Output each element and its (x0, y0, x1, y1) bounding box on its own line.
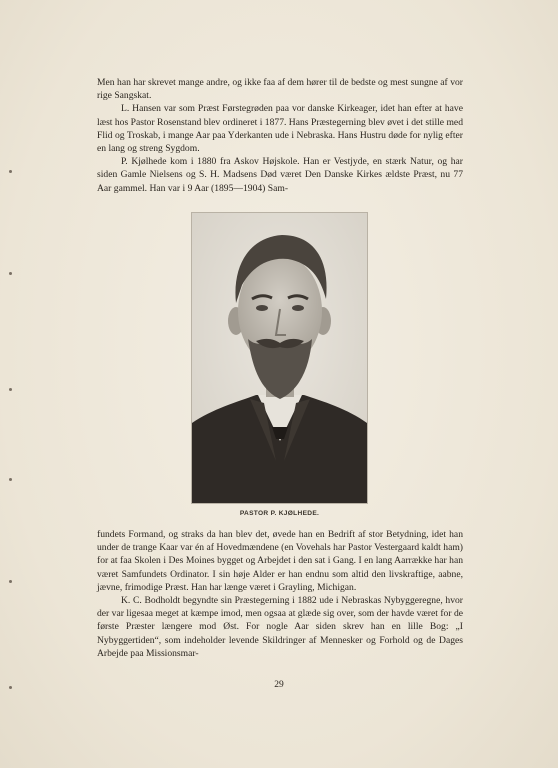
body-text-top (97, 76, 463, 195)
paragraph: L. Hansen var som Præst Førstegrøden paa vor danske Kirkeager, idet han efter at have læst hos Pastor Rosenstand blev ordineret i 1877. Hans Præstegerning blev øvet i det stille med Flid og Troskab, i mange Aar paa Yderkanten ude i Nebraska. Hans Hustru døde for nylig efter en lang og streng Sygdom. (97, 103, 463, 155)
body-text-bottom (97, 528, 463, 660)
binding-hole (9, 388, 12, 391)
binding-hole (9, 170, 12, 173)
binding-hole (9, 478, 12, 481)
page-number: 29 (274, 680, 284, 690)
paragraph: K. C. Bodholdt begyndte sin Præstegerning i 1882 ude i Nebraskas Nybyggeregne, hvor der var ligesaa meget at kæmpe imod, men ogsaa at glæde sig over, som der havde været for de første Præster længere mod Øst. For nogle Aar siden skrev han en lille Bog: „I Nybyggertiden“, som indeholder levende Skildringer af Mennesker og Forhold og de Dages Arbejde paa Missionsmar- (97, 595, 463, 659)
binding-hole (9, 580, 12, 583)
paragraph: fundets Formand, og straks da han blev det, øvede han en Bedrift af stor Betydning, idet han under de trange Kaar var én af Hovedmændene (en Vovehals har Pastor Vestergaard kaldt ham) for at faa Skolen i Des Moines bygget og Arbejdet i den sat i Gang. I en lang Aarrække har han været Samfundets Ordinator. I sin høje Alder er han endnu som altid den livskraftige, aabne, jævne, frimodige Præst. Han har længe været i Grayling, Michigan. (97, 529, 463, 593)
binding-hole (9, 272, 12, 275)
paragraph: P. Kjølhede kom i 1880 fra Askov Højskole. Han er Vestjyde, en stærk Natur, og har siden Gamle Nielsens og S. H. Madsens Død været Den Danske Kirkes ældste Præst, nu 77 Aar gammel. Han var i 9 Aar (1895—1904) Sam- (97, 156, 463, 194)
paragraph: Men han har skrevet mange andre, og ikke faa af dem hører til de bedste og mest sungne af vor rige Sangskat. (97, 77, 463, 102)
portrait-image (192, 213, 367, 503)
photo-caption: PASTOR P. KJØLHEDE. (239, 510, 320, 517)
portrait-photo (191, 212, 368, 504)
